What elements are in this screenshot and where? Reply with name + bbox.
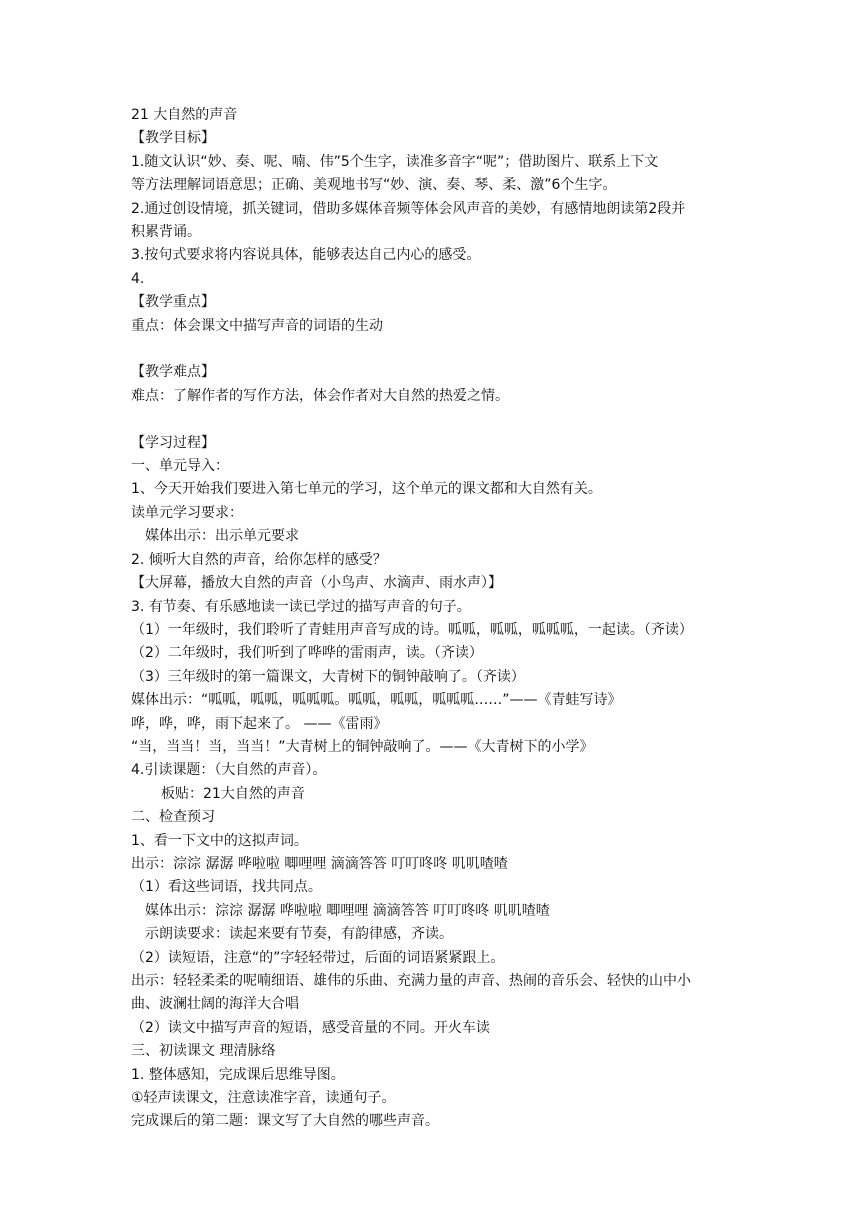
section-2-show-phrases-line-1: 出示：轻轻柔柔的呢喃细语、雄伟的乐曲、充满力量的声音、热闹的音乐会、轻快的山中小 [131, 973, 691, 989]
goal-4: 4. [131, 270, 145, 287]
section-1-board-note: 板贴：21大自然的声音 [161, 785, 305, 802]
key-point-text: 重点：体会课文中描写声音的词语的生动 [131, 317, 383, 334]
document-body [131, 104, 751, 1134]
section-2-item-1-3: （2）读文中描写声音的短语，感受音量的不同。开火车读 [131, 1019, 490, 1036]
section-1-read-requirement: 读单元学习要求： [131, 504, 243, 521]
section-header-goals: 【教学目标】 [131, 130, 215, 147]
section-1-media-quote-1: 媒体出示：“呱呱，呱呱，呱呱呱。呱呱，呱呱，呱呱呱……”——《青蛙写诗》 [131, 692, 622, 709]
section-1-media: 媒体出示：出示单元要求 [145, 528, 299, 545]
section-2-show-words: 出示：淙淙 潺潺 哗啦啦 唧哩哩 滴滴答答 叮叮咚咚 叽叽喳喳 [131, 855, 508, 872]
section-1-item-3-2: （2）二年级时，我们听到了哗哗的雷雨声，读。（齐读） [131, 645, 483, 662]
section-3-item-1-1: ①轻声读课文，注意读准字音，读通句子。 [131, 1090, 396, 1107]
section-header-key-points: 【教学重点】 [131, 294, 215, 311]
section-3-item-1: 1. 整体感知，完成课后思维导图。 [131, 1066, 345, 1083]
section-1-screen-note: 【大屏幕，播放大自然的声音（小鸟声、水滴声、雨水声）】 [131, 575, 502, 592]
section-1-item-3-3: （3）三年级时的第一篇课文，大青树下的铜钟敲响了。（齐读） [131, 668, 525, 685]
section-3-item-2: 完成课后的第二题：课文写了大自然的哪些声音。 [131, 1113, 439, 1130]
section-2-media: 媒体出示：淙淙 潺潺 哗啦啦 唧哩哩 滴滴答答 叮叮咚咚 叽叽喳喳 [145, 902, 550, 919]
goal-3: 3.按句式要求将内容说具体，能够表达自己内心的感受。 [131, 247, 481, 264]
section-3-title: 三、初读课文 理清脉络 [131, 1043, 276, 1060]
goal-1-line-1: 1.随文认识“妙、奏、呢、喃、伟”5个生字，读准多音字“呢”；借助图片、联系上下文 [131, 153, 659, 170]
section-1-item-1: 1、今天开始我们要进入第七单元的学习，这个单元的课文都和大自然有关。 [131, 481, 602, 498]
difficulty-text: 难点：了解作者的写作方法，体会作者对大自然的热爱之情。 [131, 387, 509, 404]
lesson-title: 21 大自然的声音 [131, 107, 238, 123]
section-1-item-4: 4.引读课题：（大自然的声音）。 [131, 762, 327, 779]
section-header-process: 【学习过程】 [131, 434, 215, 451]
section-1-item-3-1: （1）一年级时，我们聆听了青蛙用声音写成的诗。呱呱，呱呱，呱呱呱，一起读。（齐读） [131, 621, 693, 638]
section-2-read-requirement: 示朗读要求：读起来要有节奏，有韵律感，齐读。 [145, 926, 453, 943]
blank-line [131, 338, 751, 361]
goal-2-line-1: 2.通过创设情境，抓关键词，借助多媒体音频等体会风声音的美妙，有感情地朗读第2段并 [131, 200, 686, 217]
section-2-item-1-2: （2）读短语，注意“的”字轻轻带过，后面的词语紧紧跟上。 [131, 949, 505, 966]
section-1-quote-2: 哗，哗，哗，雨下起来了。 ——《雷雨》 [131, 715, 388, 732]
section-2-item-1-1: （1）看这些词语，找共同点。 [131, 879, 322, 896]
section-1-title: 一、单元导入： [131, 458, 229, 475]
section-2-item-1: 1、看一下文中的这拟声词。 [131, 832, 308, 849]
blank-line [131, 408, 751, 431]
section-2-show-phrases-line-2: 曲、波澜壮阔的海洋大合唱 [131, 996, 299, 1013]
section-header-difficulties: 【教学难点】 [131, 364, 215, 381]
section-2-title: 二、检查预习 [131, 809, 215, 826]
section-1-item-2: 2. 倾听大自然的声音，给你怎样的感受？ [131, 551, 387, 568]
goal-2-line-2: 积累背诵。 [131, 224, 201, 241]
section-1-quote-3: “当，当当！当，当当！”大青树上的铜钟敲响了。——《大青树下的小学》 [131, 738, 594, 755]
goal-1-line-2: 等方法理解词语意思；正确、美观地书写“妙、演、奏、琴、柔、激”6个生字。 [131, 177, 617, 194]
section-1-item-3: 3. 有节奏、有乐感地读一读已学过的描写声音的句子。 [131, 598, 471, 615]
